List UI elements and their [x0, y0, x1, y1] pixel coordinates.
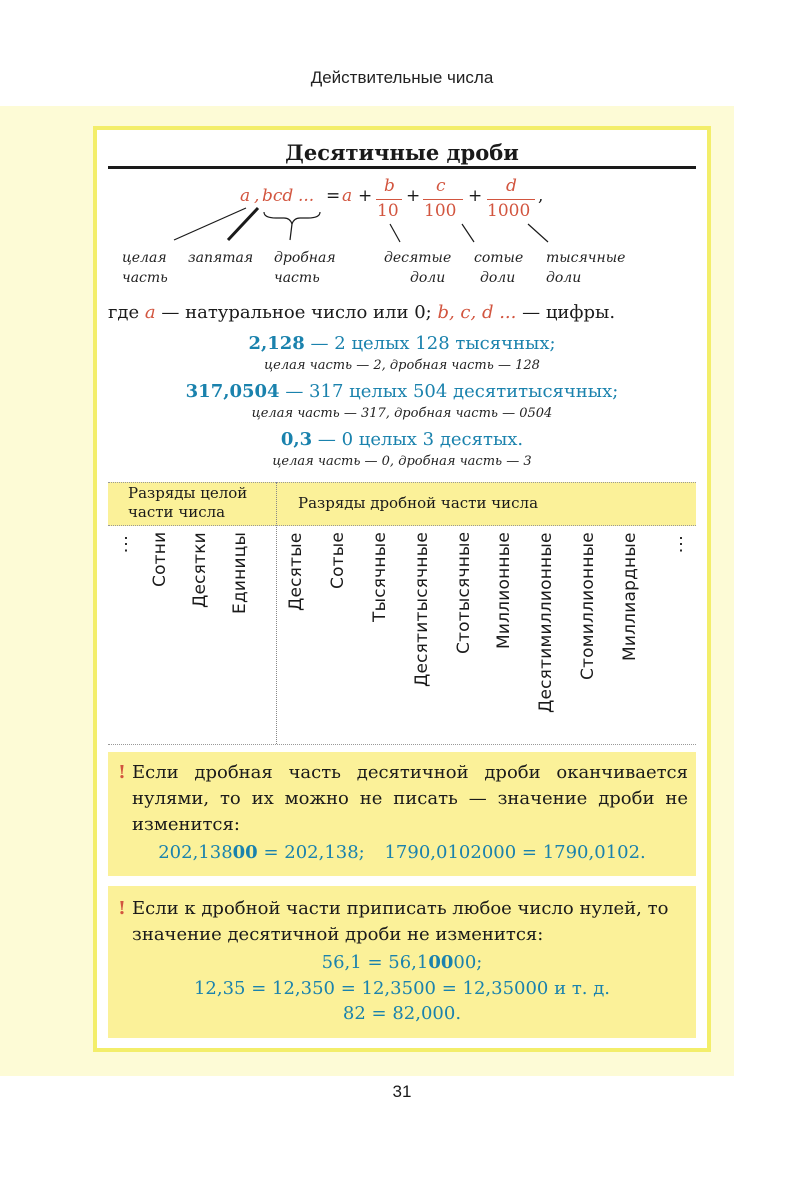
- formula-eq: =: [326, 186, 341, 206]
- note-2-example-3: 82 = 82,000.: [342, 1003, 462, 1024]
- pointer-integer: [174, 208, 246, 240]
- note-2-example-2: 12,35 = 12,350 = 12,3500 = 12,35000 и т. д.: [193, 978, 611, 999]
- fraction-3-den: 1000: [487, 201, 531, 221]
- dots-left: ⋮: [117, 534, 135, 555]
- fraction-place-2: Тысячные: [370, 531, 390, 622]
- example-2-note: целая часть — 317, дробная часть — 0504: [251, 406, 553, 421]
- fraction-place-6: Десятимиллионные: [536, 532, 556, 713]
- fraction-2-den: 100: [424, 201, 457, 221]
- label-integer-part: целая часть: [122, 250, 168, 286]
- label-hundredths: сотые доли: [474, 250, 524, 286]
- note-2-text: Если к дробной части приписать любое число нулей, то значение десятичной дроби не изменится:: [132, 898, 669, 945]
- formula-bcd: bcd: [262, 186, 294, 206]
- pointer-thousandths: [528, 224, 548, 242]
- formula-a: a: [240, 186, 251, 206]
- note-1-example: 202,13800 = 202,138; 1790,0102000 = 1790,0102.: [158, 842, 646, 863]
- title-rule: [108, 166, 696, 169]
- brace-icon: [264, 212, 320, 224]
- integer-place-0: Сотни: [150, 531, 170, 587]
- page-number: 31: [392, 1082, 412, 1101]
- example-3-note: целая часть — 0, дробная часть — 3: [272, 454, 532, 469]
- note-2-example-1: 56,1 = 56,10000;: [321, 952, 483, 973]
- note-1-text: Если дробная часть десятичной дроби оканчивается нулями, то их можно не писать — значение дроби не изменится:: [132, 762, 688, 835]
- formula-comma: ,: [254, 186, 260, 206]
- header-fraction-places: Разряды дробной части числа: [298, 494, 539, 512]
- where-line: где a — натуральное число или 0; b, c, d ... — цифры.: [108, 302, 616, 323]
- page-header: Действительные числа: [310, 68, 494, 87]
- formula-a2: a: [342, 186, 353, 206]
- fraction-place-3: Десятитысячные: [412, 531, 432, 687]
- fraction-1-den: 10: [377, 201, 399, 221]
- example-2: 317,0504 — 317 целых 504 десятитысячных;: [185, 381, 619, 402]
- pointer-fraction: [290, 224, 292, 240]
- section-title: Десятичные дроби: [285, 140, 519, 165]
- integer-place-1: Десятки: [190, 532, 210, 608]
- label-comma: запятая: [188, 250, 254, 266]
- label-fraction-part: дробная часть: [274, 250, 336, 286]
- fraction-place-8: Миллиардные: [620, 532, 640, 661]
- dots-right: ⋮: [672, 534, 690, 555]
- integer-place-2: Единицы: [230, 531, 250, 614]
- fraction-place-1: Сотые: [328, 531, 348, 589]
- example-1: 2,128 — 2 целых 128 тысячных;: [248, 333, 556, 354]
- pointer-tenths: [390, 224, 400, 242]
- note-1-mark: !: [118, 762, 126, 783]
- header-integer-places: Разряды целой части числа: [128, 484, 248, 521]
- note-2-mark: !: [118, 898, 126, 919]
- formula-plus-1: +: [358, 186, 373, 206]
- label-tenths: десятые доли: [384, 250, 452, 286]
- fraction-2-num: c: [436, 176, 446, 196]
- fraction-place-4: Стотысячные: [454, 531, 474, 654]
- formula-dots: ...: [298, 186, 315, 206]
- table-divider: [276, 482, 277, 744]
- fraction-place-7: Стомиллионные: [578, 532, 598, 680]
- pointer-comma: [228, 208, 258, 240]
- label-thousandths: тысячные доли: [546, 250, 626, 286]
- example-3: 0,3 — 0 целых 3 десятых.: [280, 429, 524, 450]
- formula-trail: ,: [538, 186, 544, 206]
- formula-pointers: [100, 196, 700, 256]
- formula-plus-2: +: [406, 186, 421, 206]
- fraction-1-num: b: [384, 176, 395, 196]
- pointer-hundredths: [462, 224, 474, 242]
- fraction-3-num: d: [506, 176, 517, 196]
- example-1-note: целая часть — 2, дробная часть — 128: [264, 358, 540, 373]
- formula-plus-3: +: [468, 186, 483, 206]
- fraction-place-0: Десятые: [286, 532, 306, 611]
- table-bottom-rule: [108, 744, 696, 745]
- fraction-place-5: Миллионные: [494, 531, 514, 649]
